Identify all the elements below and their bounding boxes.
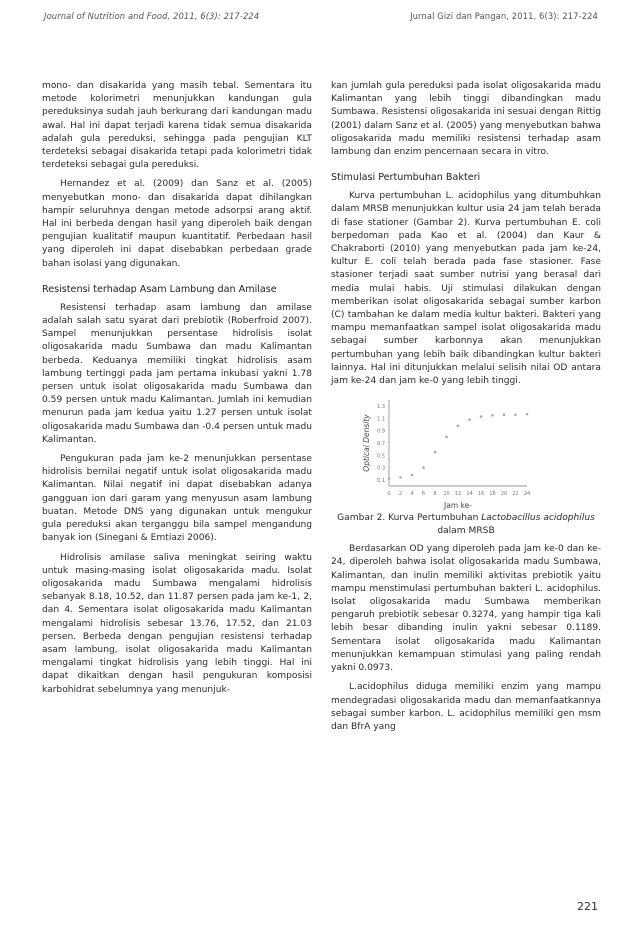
x-tick-label: 22 (512, 491, 519, 498)
data-point (503, 414, 506, 417)
x-tick-label: 18 (489, 491, 496, 498)
paragraph: Hernandez et al. (2009) dan Sanz et al. (2005) menyebutkan mono- dan disakarida dapat dihilangkan hampir seluruhnya dengan metode adsorpsi arang aktif. Hal ini berbeda dengan hasil yang diperoleh baik dengan pengujian kualitatif maupun kuantitatif. Perbedaan hasil yang diperoleh ini dapat disebabkan perbedaan grade bahan isolasi yang digunakan. (42, 179, 312, 269)
x-tick-label: 6 (421, 491, 426, 498)
data-point (526, 413, 529, 416)
data-point (514, 414, 517, 417)
paragraph: mono- dan disakarida yang masih tebal. Sementara itu metode kolorimetri menunjukkan kandungan gula pereduksinya sudah jauh berkurang dari kandungan madu awal. Hal ini dapat terjadi karena tidak semua disakarida adalah gula pereduksi, sehingga pada pengujian KLT terdeteksi sebagai disakarida tetapi pada kolorimetri tidak terdeteksi sebagai gula pereduksi. (42, 81, 312, 171)
y-tick-label: 1.3 (377, 404, 385, 411)
paragraph: kan jumlah gula pereduksi pada isolat oligosakarida madu Kalimantan yang lebih tinggi dibandingkan madu Sumbawa. Resistensi oligosakarida ini sesuai dengan Rittig (2001) dalam Sanz et al. (2005) yang menyebutkan bahwa oligosakarida madu memiliki resistensi terhadap asam lambung dan enzim pencernaan secara in vitro. (331, 81, 601, 158)
chart-svg (331, 392, 601, 510)
y-tick-label: 0.1 (377, 478, 385, 485)
right-column (331, 80, 601, 734)
data-point (422, 467, 425, 470)
paragraph: L.acidophilus diduga memiliki enzim yang mampu mendegradasi oligosakarida madu dan memanfaatkannya sebagai sumber karbon. L. acidophilus memiliki gen msm dan BfrA yang (331, 682, 601, 732)
data-point (457, 425, 460, 428)
section-heading: Resistensi terhadap Asam Lambung dan Amilase (42, 283, 277, 295)
y-axis-label: Optical Density (362, 414, 371, 472)
running-header-indonesian: Jurnal Gizi dan Pangan, 2011, 6(3): 217-224 (410, 11, 598, 21)
left-column (42, 80, 312, 697)
paragraph: Pengukuran pada jam ke-2 menunjukkan persentase hidrolisis bernilai negatif untuk isolat oligosakarida madu Kalimantan. Nilai negatif ini dapat disebabkan adanya gangguan ion dari garam yang menyusun asam lambung buatan. Metode DNS yang digunakan untuk mengukur gula pereduksi akan terganggu bila sampel mengandung banyak ion (Sinegani & Emtiazi 2006). (42, 454, 312, 544)
page-number: 221 (577, 900, 598, 913)
data-point (434, 451, 437, 454)
y-tick-label: 0.5 (377, 453, 385, 460)
paragraph: Hidrolisis amilase saliva meningkat seiring waktu untuk masing-masing isolat oligosakarida madu. Isolat oligosakarida madu Sumbawa mengalami hidrolisis sebanyak 8.18, 10.52, dan 11.87 persen pada jam ke-1, 2, dan 4. Sementara isolat oligosakarida madu Kalimantan mengalami hidrolisis sebesar 13.76, 17.52, dan 21.03 persen. Berbeda dengan pengujian resistensi terhadap asam lambung, isolat oligosakarida madu Kalimantan mengalami tingkat hidrolisis yang lebih tinggi. Hal ini dapat dikaitkan dengan hasil pengukuran komposisi karbohidrat sebelumnya yang menunjuk- (42, 552, 312, 695)
x-tick-label: 16 (477, 491, 485, 498)
x-tick-label: 10 (443, 491, 450, 498)
data-point (480, 416, 483, 419)
data-point (399, 476, 402, 479)
data-point (388, 478, 391, 481)
paragraph: Kurva pertumbuhan L. acidophilus yang ditumbuhkan dalam MRSB menunjukkan kultur usia 24 jam telah berada di fase stationer (Gambar 2). Kurva pertumbuhan E. coli berpedoman pada Kao et al. (2004) dan Kaur & Chakraborti (2010) yang menyebutkan pada jam ke-24, kultur E. coli telah berada pada fase stasioner. Fase stasioner terjadi saat sumber nutrisi yang berasal dari media mulai habis. Uji stimulasi dilakukan dengan memberikan isolat oligosakarida sebagai sumber karbon (C) tambahan ke dalam media kultur bakteri. Bakteri yang mampu memanfaatkan sampel isolat oligosakarida madu sebagai sumber karbonnya akan menunjukkan pertumbuhan yang lebih baik dibandingkan kultur bakteri lainnya. Hal ini ditunjukkan melalui selisih nilai OD antara jam ke-24 dan jam ke-0 yang lebih tinggi. (331, 191, 601, 387)
data-point (491, 414, 494, 417)
x-tick-label: 12 (454, 491, 462, 498)
data-point (411, 474, 414, 477)
growth-curve-chart (331, 392, 601, 510)
x-tick-label: 20 (500, 491, 508, 498)
paragraph: Resistensi terhadap asam lambung dan amilase adalah salah satu syarat dari prebiotik (Roberfroid 2007). Sampel menunjukkan persentase hidrolisis isolat oligosakarida madu Sumbawa dan madu Kalimantan berbeda. Keduanya memiliki tingkat hidrolisis asam lambung tertinggi pada jam pertama inkubasi yakni 1.78 persen untuk isolat oligosakarida madu Sumbawa dan 0.59 persen untuk madu Kalimantan. Jumlah ini kemudian menurun pada jam kedua yaitu 1.27 persen untuk isolat oligosakarida madu Sumbawa dan -0.4 persen untuk madu Kalimantan. (42, 302, 312, 445)
x-tick-label: 4 (410, 491, 414, 498)
running-header-english: Journal of Nutrition and Food, 2011, 6(3): 217-224 (44, 11, 260, 21)
figure-caption: Gambar 2. Kurva Pertumbuhan Lactobacillus acidophilus dalam MRSB (337, 513, 595, 536)
x-tick-label: 2 (398, 491, 403, 498)
y-tick-label: 0.7 (377, 441, 385, 448)
section-heading: Stimulasi Pertumbuhan Bakteri (331, 172, 481, 184)
x-axis-label: Jam ke- (444, 501, 472, 511)
data-point (468, 419, 471, 422)
data-point (445, 436, 448, 439)
x-tick-label: 14 (466, 491, 473, 498)
x-tick-label: 8 (433, 491, 437, 498)
y-tick-label: 0.9 (377, 428, 385, 435)
x-tick-label: 24 (523, 491, 531, 498)
x-tick-label: 0 (387, 491, 391, 498)
y-tick-label: 0.3 (377, 465, 385, 472)
y-tick-label: 1.1 (377, 416, 385, 423)
paragraph: Berdasarkan OD yang diperoleh pada jam ke-0 dan ke-24, diperoleh bahwa isolat oligosakarida madu Sumbawa, Kalimantan, dan inulin memiliki aktivitas prebiotik yaitu mampu menstimulasi pertumbuhan bakteri L. acidophilus. Isolat oligosakarida madu Sumbawa memberikan pengaruh prebiotik sebesar 0.3274, yang hampir tiga kali lebih besar dibanding inulin yakni sebesar 0.1189. Sementara isolat oligosakarida madu Kalimantan menunjukkan kemampuan stimulasi yang paling rendah yakni 0.0973. (331, 544, 601, 674)
